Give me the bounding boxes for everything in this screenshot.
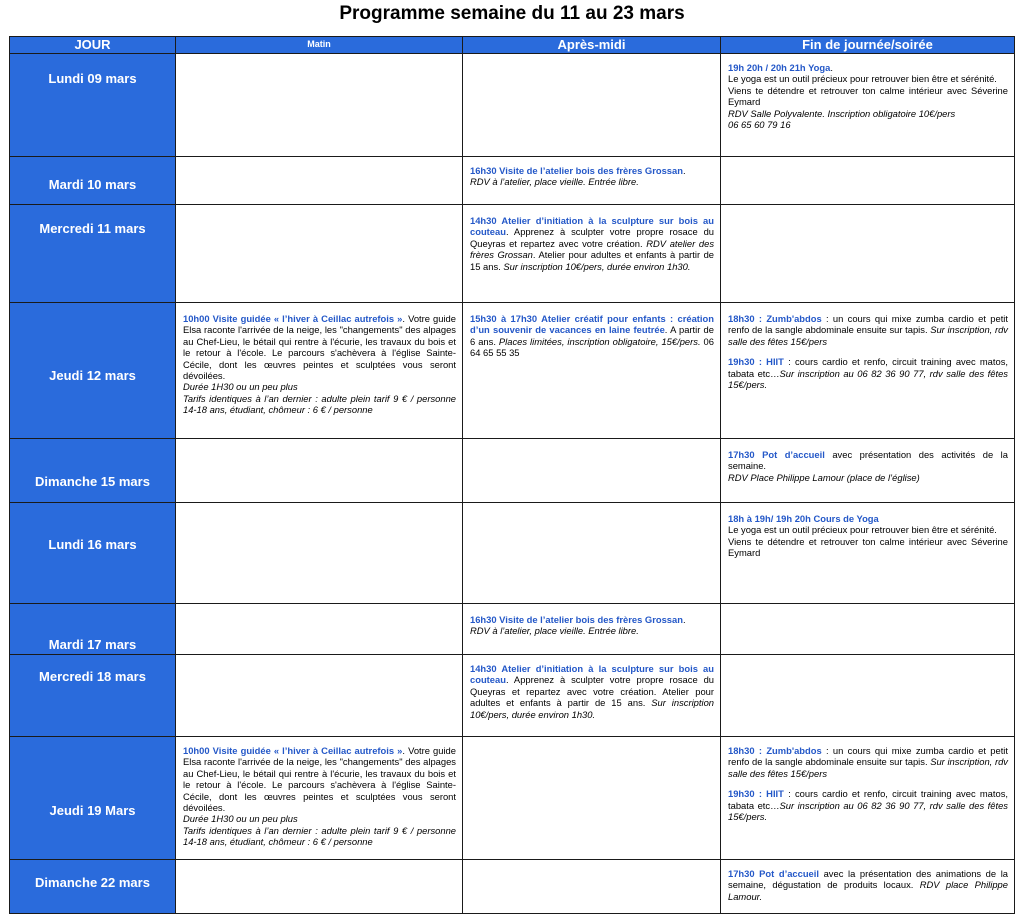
activity-phone: 06 64 65 55 35 bbox=[470, 335, 714, 359]
matin-cell bbox=[176, 655, 463, 737]
day-row bbox=[10, 503, 1015, 604]
activity-text: : un cours qui mixe zumba cardio et petit renfo de la sangle abdominale ensuite sur tapis. bbox=[728, 313, 1008, 336]
activity-info: RDV atelier des frères Grossan bbox=[470, 237, 715, 261]
activity-title: 19h30 : HIIT bbox=[728, 788, 784, 800]
activity-text: . Apprenez à sculpter votre propre rosace du Queyras et repartez avec votre création. bbox=[470, 226, 714, 249]
activity-text: . bbox=[830, 62, 833, 73]
day-label: Dimanche 22 mars bbox=[35, 875, 150, 890]
matin-cell bbox=[176, 157, 463, 205]
matin-cell bbox=[176, 737, 463, 860]
apres-midi-cell bbox=[463, 205, 721, 303]
activity-info: RDV à l’atelier, place vieille. Entrée libre. bbox=[470, 625, 639, 637]
apres-midi-cell bbox=[463, 655, 721, 737]
activity-info: Tarifs identiques à l’an dernier : adulte plein tarif 9 € / personne 14-18 ans, étudiant, chômeur : 6 € / personne bbox=[183, 824, 456, 848]
activity-text: avec la présentation des animations de la semaine, dégustation de produits locaux. bbox=[728, 868, 1008, 891]
activity-text: . bbox=[682, 165, 686, 176]
activity-title: 15h30 à 17h30 Atelier créatif pour enfants : création d’un souvenir de vacances en laine feutrée bbox=[470, 313, 714, 336]
activity-info: RDV à l’atelier, place vieille. Entrée libre. bbox=[470, 176, 639, 188]
activity-text: Le yoga est un outil précieux pour retrouver bien être et sérénité. bbox=[728, 73, 997, 85]
activity-info: Durée 1H30 ou un peu plus bbox=[183, 813, 298, 825]
activity-text: Le yoga est un outil précieux pour retrouver bien être et sérénité. bbox=[728, 524, 997, 536]
activity-text: avec présentation des activités de la semaine. bbox=[728, 449, 1008, 472]
activity-title: 18h30 : Zumb'abdos bbox=[728, 313, 822, 324]
activity-title: 19h30 : HIIT bbox=[728, 356, 784, 368]
day-cell bbox=[10, 503, 176, 604]
matin-cell bbox=[176, 860, 463, 914]
matin-cell bbox=[176, 54, 463, 157]
soiree-cell bbox=[721, 439, 1015, 503]
day-label: Lundi 09 mars bbox=[48, 71, 137, 86]
day-cell bbox=[10, 439, 176, 503]
activity-title: 17h30 Pot d’accueil bbox=[728, 868, 819, 879]
matin-cell bbox=[176, 205, 463, 303]
activity-title: 14h30 Atelier d’initiation à la sculpture sur bois au couteau bbox=[470, 215, 714, 238]
header-matin: Matin bbox=[176, 37, 463, 54]
activity-info: Tarifs identiques à l’an dernier : adulte plein tarif 9 € / personne 14-18 ans, étudiant, chômeur : 6 € / personne bbox=[183, 392, 456, 416]
activity-text: : cours cardio et renfo, circuit training avec matos, tabata etc… bbox=[728, 356, 1009, 379]
day-cell bbox=[10, 604, 176, 655]
apres-midi-cell bbox=[463, 303, 721, 439]
apres-midi-cell bbox=[463, 439, 721, 503]
activity-title: 10h00 Visite guidée « l’hiver à Ceillac autrefois » bbox=[183, 313, 403, 324]
activity-text: : un cours qui mixe zumba cardio et petit renfo de la sangle abdominale ensuite sur tapis. bbox=[728, 745, 1008, 768]
activity-title: 17h30 Pot d’accueil bbox=[728, 449, 825, 460]
day-label: Jeudi 19 Mars bbox=[49, 803, 136, 818]
activity-info: RDV Place Philippe Lamour (place de l’église) bbox=[728, 471, 920, 483]
day-row bbox=[10, 205, 1015, 303]
day-label: Mardi 10 mars bbox=[48, 177, 137, 192]
soiree-cell bbox=[721, 655, 1015, 737]
day-row bbox=[10, 655, 1015, 737]
activity-title: 16h30 Visite de l’atelier bois des frères Grossan bbox=[470, 614, 683, 625]
day-row bbox=[10, 737, 1015, 860]
apres-midi-cell bbox=[463, 54, 721, 157]
day-row bbox=[10, 303, 1015, 439]
day-cell bbox=[10, 737, 176, 860]
soiree-cell bbox=[721, 54, 1015, 157]
day-cell bbox=[10, 54, 176, 157]
activity-info: Sur inscription 10€/pers, durée environ 1h30. bbox=[503, 260, 691, 272]
header-apres-midi: Après-midi bbox=[463, 37, 721, 54]
soiree-cell bbox=[721, 737, 1015, 860]
header-jour: JOUR bbox=[10, 37, 176, 54]
activity-phone: 06 65 60 79 16 bbox=[728, 119, 791, 131]
activity-title: 19h 20h / 20h 21h Yoga bbox=[728, 62, 831, 73]
activity-info: Sur inscription 10€/pers, durée environ 1h30. bbox=[470, 697, 714, 720]
day-cell bbox=[10, 157, 176, 205]
day-row bbox=[10, 157, 1015, 205]
day-label: Jeudi 12 mars bbox=[49, 368, 136, 383]
matin-cell bbox=[176, 439, 463, 503]
activity-text: . A partir de 6 ans. bbox=[470, 324, 714, 347]
day-cell bbox=[10, 655, 176, 737]
activity-text: . Apprenez à sculpter votre propre rosace du Queyras et repartez avec votre création. Atelier pour adultes et enfants à partir de 15 ans. bbox=[470, 674, 714, 709]
activity-title: 14h30 Atelier d’initiation à la sculpture sur bois au couteau bbox=[470, 663, 714, 686]
apres-midi-cell bbox=[463, 860, 721, 914]
matin-cell bbox=[176, 604, 463, 655]
apres-midi-cell bbox=[463, 503, 721, 604]
day-label: Mercredi 11 mars bbox=[39, 221, 146, 236]
activity-title: 10h00 Visite guidée « l’hiver à Ceillac autrefois » bbox=[183, 745, 403, 756]
day-label: Dimanche 15 mars bbox=[35, 474, 150, 489]
header-row bbox=[10, 37, 1015, 54]
day-cell bbox=[10, 860, 176, 914]
day-row bbox=[10, 54, 1015, 157]
day-label: Mercredi 18 mars bbox=[39, 669, 146, 684]
apres-midi-cell bbox=[463, 157, 721, 205]
activity-text: Viens te détendre et retrouver ton calme intérieur avec Séverine Eymard bbox=[728, 535, 1008, 559]
activity-text: . Votre guide Elsa raconte l'arrivée de la neige, les "changements" des alpages au Chef-Lieu, le bétail qui rentre à l'écurie, les travaux du bois et le retour à l'école. Le parcours s'achèvera à l'église Sainte-Cécile, dont les œuvres peintes et sculptées vous seront dévoilées. bbox=[183, 313, 456, 382]
activity-title: 16h30 Visite de l’atelier bois des frères Grossan bbox=[470, 165, 683, 176]
day-row bbox=[10, 604, 1015, 655]
apres-midi-cell bbox=[463, 737, 721, 860]
soiree-cell bbox=[721, 503, 1015, 604]
matin-cell bbox=[176, 503, 463, 604]
activity-text: . bbox=[682, 614, 686, 625]
programme-table bbox=[9, 36, 1015, 914]
apres-midi-cell bbox=[463, 604, 721, 655]
activity-text: . Votre guide Elsa raconte l'arrivée de la neige, les "changements" des alpages au Chef-Lieu, le bétail qui rentre à l'écurie, les travaux du bois et le retour à l'école. Le parcours s'achèvera à l'église Sainte-Cécile, dont les œuvres peintes et sculptées vous seront dévoilées. bbox=[183, 745, 456, 814]
activity-info: RDV place Philippe Lamour. bbox=[728, 879, 1008, 902]
soiree-cell bbox=[721, 604, 1015, 655]
activity-info: Sur inscription au 06 82 36 90 77, rdv salle des fêtes 15€/pers. bbox=[728, 367, 1008, 391]
soiree-cell bbox=[721, 303, 1015, 439]
soiree-cell bbox=[721, 205, 1015, 303]
activity-title: 18h30 : Zumb'abdos bbox=[728, 745, 822, 756]
soiree-cell bbox=[721, 157, 1015, 205]
activity-text: : cours cardio et renfo, circuit training avec matos, tabata etc… bbox=[728, 788, 1009, 811]
activity-info: Sur inscription au 06 82 36 90 77, rdv salle des fêtes 15€/pers. bbox=[728, 799, 1008, 823]
day-cell bbox=[10, 303, 176, 439]
activity-info: Places limitées, inscription obligatoire, 15€/pers. bbox=[498, 335, 701, 347]
day-row bbox=[10, 439, 1015, 503]
day-label: Mardi 17 mars bbox=[48, 637, 137, 652]
activity-info: Sur inscription, rdv salle des fêtes 15€/pers bbox=[728, 324, 1008, 347]
activity-info: RDV Salle Polyvalente. Inscription obligatoire 10€/pers bbox=[728, 107, 956, 119]
activity-title: 18h à 19h/ 19h 20h Cours de Yoga bbox=[728, 513, 879, 524]
activity-text: Viens te détendre et retrouver ton calme intérieur avec Séverine Eymard bbox=[728, 84, 1008, 108]
header-soiree: Fin de journée/soirée bbox=[721, 37, 1015, 54]
day-label: Lundi 16 mars bbox=[48, 537, 137, 552]
matin-cell bbox=[176, 303, 463, 439]
page-title: Programme semaine du 11 au 23 mars bbox=[339, 3, 685, 24]
activity-info: Sur inscription, rdv salle des fêtes 15€/pers bbox=[728, 756, 1008, 779]
day-row bbox=[10, 860, 1015, 914]
activity-info: Durée 1H30 ou un peu plus bbox=[183, 381, 298, 393]
day-cell bbox=[10, 205, 176, 303]
activity-text: . Atelier pour adultes et enfants à partir de 15 ans. bbox=[470, 249, 714, 272]
soiree-cell bbox=[721, 860, 1015, 914]
